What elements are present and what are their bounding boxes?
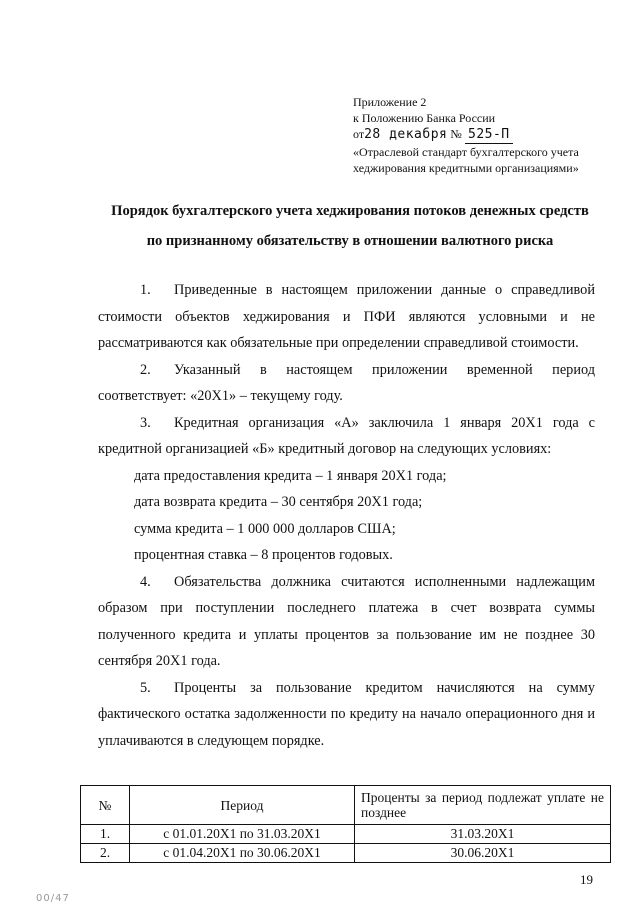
title-line1: Порядок бухгалтерского учета хеджирования потоков денежных средств	[111, 203, 589, 219]
paragraph-1	[98, 277, 595, 357]
header-number: №	[81, 786, 130, 825]
paragraph-number: 2.	[140, 361, 151, 378]
paragraph-number: 4.	[140, 573, 151, 590]
appendix-date: 28 декабря	[364, 127, 448, 142]
paragraph-number: 5.	[140, 679, 151, 696]
appendix-number: 525-П	[465, 127, 513, 144]
header-period: Период	[130, 786, 355, 825]
appendix-line1: Приложение 2	[353, 95, 427, 109]
paragraph-number: 1.	[140, 282, 151, 298]
title-line2: по признанному обязательству в отношении валютного риска	[146, 233, 554, 249]
page-stamp: 00/47	[36, 893, 70, 904]
appendix-date-line	[353, 126, 579, 144]
paragraph-3	[98, 410, 595, 463]
appendix-from-prefix: от	[353, 127, 365, 141]
paragraph-number: 3.	[140, 414, 151, 431]
paragraph-text: Кредитная организация «А» заключила 1 января 20Х1 года с кредитной организацией «Б» кредитный договор на следующих условиях:	[98, 414, 595, 457]
cell-period: с 01.04.20Х1 по 30.06.20Х1	[130, 844, 355, 863]
paragraph-text: Обязательства должника считаются исполненными надлежащим образом при поступлении последнего платежа в счет возврата суммы полученного кредита и уплаты процентов за пользование им не позднее 30 сентября 20Х1 года.	[98, 573, 595, 669]
paragraph-5	[98, 675, 595, 755]
condition-item: дата возврата кредита – 30 сентября 20Х1 года;	[134, 494, 423, 510]
paragraph-text: Проценты за пользование кредитом начисляются на сумму фактического остатка задолженности по кредиту на начало операционного дня и уплачиваются в следующем порядке.	[98, 679, 595, 749]
paragraph-text: Указанный в настоящем приложении временной период соответствует: «20Х1» – текущему году.	[98, 361, 595, 404]
appendix-number-sign: №	[450, 127, 462, 141]
paragraph-2	[98, 357, 595, 410]
condition-item: сумма кредита – 1 000 000 долларов США;	[134, 520, 396, 537]
paragraph-text: Приведенные в настоящем приложении данные о справедливой стоимости объектов хеджирования и ПФИ являются условными и не рассматриваются как обязательные при определении справедливой стоимости.	[98, 282, 595, 351]
payment-schedule-table	[80, 785, 611, 863]
cell-period: с 01.01.20Х1 по 31.03.20Х1	[130, 825, 355, 844]
table-row	[81, 825, 611, 844]
document-body	[98, 277, 595, 754]
cell-due-date: 31.03.20Х1	[355, 825, 611, 844]
paragraph-4	[98, 569, 595, 675]
page-number: 19	[580, 872, 593, 887]
table-row	[81, 844, 611, 863]
appendix-line4: «Отраслевой стандарт бухгалтерского учета	[353, 145, 579, 159]
table-header-row	[81, 786, 611, 825]
cell-number: 2.	[81, 844, 130, 863]
appendix-line5: хеджирования кредитными организациями»	[353, 161, 579, 175]
cell-number: 1.	[81, 825, 130, 844]
document-title	[60, 196, 640, 256]
condition-item: процентная ставка – 8 процентов годовых.	[134, 547, 393, 563]
condition-item: дата предоставления кредита – 1 января 20Х1 года;	[134, 467, 447, 484]
appendix-header	[353, 94, 579, 176]
header-due-date: Проценты за период подлежат уплате не позднее	[355, 786, 611, 825]
appendix-line2: к Положению Банка России	[353, 111, 496, 125]
cell-due-date: 30.06.20Х1	[355, 844, 611, 863]
